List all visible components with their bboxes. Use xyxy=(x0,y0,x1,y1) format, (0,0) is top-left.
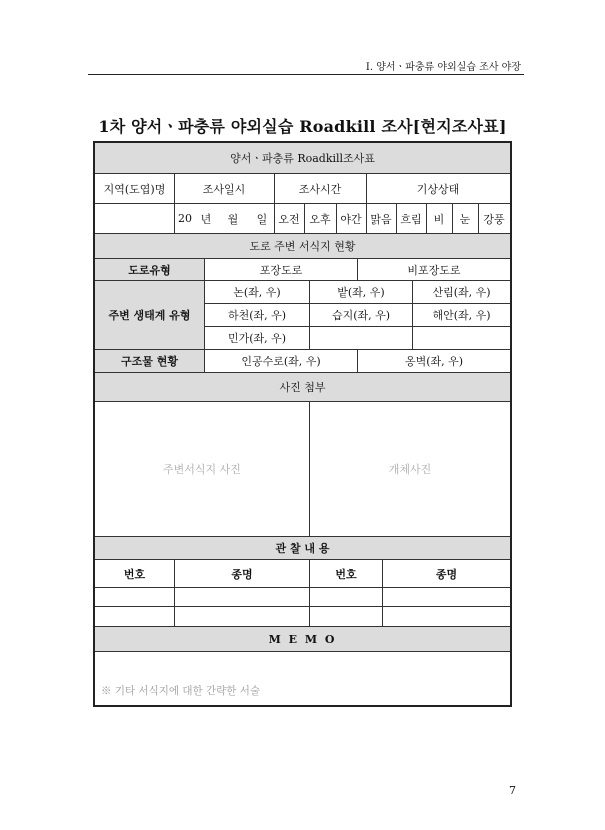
time-label: 조사시간 xyxy=(298,182,342,196)
observation-heading: 관 찰 내 용 xyxy=(95,537,510,559)
eco-item-forest[interactable]: 산림(좌, 우) xyxy=(432,286,491,299)
month-unit: 월 xyxy=(227,212,239,226)
year-unit: 년 xyxy=(200,212,212,226)
habitat-photo-slot[interactable]: 주변서식지 사진 xyxy=(163,463,241,476)
obs-col-number-2: 번호 xyxy=(335,567,357,581)
form-heading: 양서ㆍ파충류 Roadkill조사표 xyxy=(95,143,510,173)
section-header: Ⅰ. 양서ㆍ파충류 야외실습 조사 야장 xyxy=(365,62,521,73)
time-option-pm[interactable]: 오후 xyxy=(309,212,331,226)
eco-type-label: 주변 생태계 유형 xyxy=(95,281,204,349)
weather-option-clear[interactable]: 맑음 xyxy=(370,212,392,226)
obs-row-2-number-2[interactable] xyxy=(310,607,382,626)
road-type-label: 도로유형 xyxy=(95,259,204,280)
memo-heading: M E M O xyxy=(95,627,510,651)
obs-row-2-number-1[interactable] xyxy=(95,607,174,626)
habitat-heading: 도로 주변 서식지 현황 xyxy=(95,234,510,258)
obs-row-1-number-2[interactable] xyxy=(310,588,382,606)
day-unit: 일 xyxy=(256,212,268,226)
obs-col-number-1: 번호 xyxy=(123,567,146,581)
obs-row-1-number-1[interactable] xyxy=(95,588,174,606)
eco-item-residential[interactable]: 민가(좌, 우) xyxy=(227,332,287,345)
structure-label: 구조물 현황 xyxy=(95,350,204,372)
weather-option-wind[interactable]: 강풍 xyxy=(483,212,505,226)
eco-item-rice-field[interactable]: 논(좌, 우) xyxy=(233,286,281,299)
obs-col-species-1: 종명 xyxy=(231,567,253,581)
eco-item-coast[interactable]: 해안(좌, 우) xyxy=(432,309,491,322)
eco-item-wetland[interactable]: 습지(좌, 우) xyxy=(331,309,391,322)
specimen-photo-slot[interactable]: 개체사진 xyxy=(388,463,432,476)
obs-col-species-2: 종명 xyxy=(435,567,458,581)
survey-form xyxy=(93,141,512,707)
page-number: 7 xyxy=(509,784,516,797)
road-unpaved-option[interactable]: 비포장도로 xyxy=(407,263,461,277)
weather-label: 기상상태 xyxy=(416,182,460,196)
time-option-night[interactable]: 야간 xyxy=(340,212,362,226)
obs-row-1-species-1[interactable] xyxy=(175,588,309,606)
memo-area[interactable] xyxy=(95,652,510,705)
region-label: 지역(도엽)명 xyxy=(103,182,166,196)
region-value-field[interactable] xyxy=(95,204,174,233)
eco-item-dry-field[interactable]: 밭(좌, 우) xyxy=(337,286,385,299)
road-paved-option[interactable]: 포장도로 xyxy=(259,263,303,277)
page-title: 1차 양서ㆍ파충류 야외실습 Roadkill 조사[현지조사표] xyxy=(98,117,507,136)
obs-row-2-species-2[interactable] xyxy=(383,607,510,626)
obs-row-1-species-2[interactable] xyxy=(383,588,510,606)
date-label: 조사일시 xyxy=(202,182,246,196)
eco-item-stream[interactable]: 하천(좌, 우) xyxy=(227,309,287,322)
weather-option-rain[interactable]: 비 xyxy=(433,212,445,226)
year-prefix: 20 xyxy=(178,212,192,225)
memo-note: ※ 기타 서식지에 대한 간략한 서술 xyxy=(101,685,261,697)
structure-retaining-wall-option[interactable]: 옹벽(좌, 우) xyxy=(404,355,464,368)
weather-option-cloudy[interactable]: 흐림 xyxy=(400,212,422,226)
time-option-am[interactable]: 오전 xyxy=(278,212,300,226)
weather-option-snow[interactable]: 눈 xyxy=(459,212,471,226)
photos-heading: 사진 첨부 xyxy=(95,373,510,401)
header-rule xyxy=(88,74,524,75)
structure-channel-option[interactable]: 인공수로(좌, 우) xyxy=(241,355,321,368)
obs-row-2-species-1[interactable] xyxy=(175,607,309,626)
